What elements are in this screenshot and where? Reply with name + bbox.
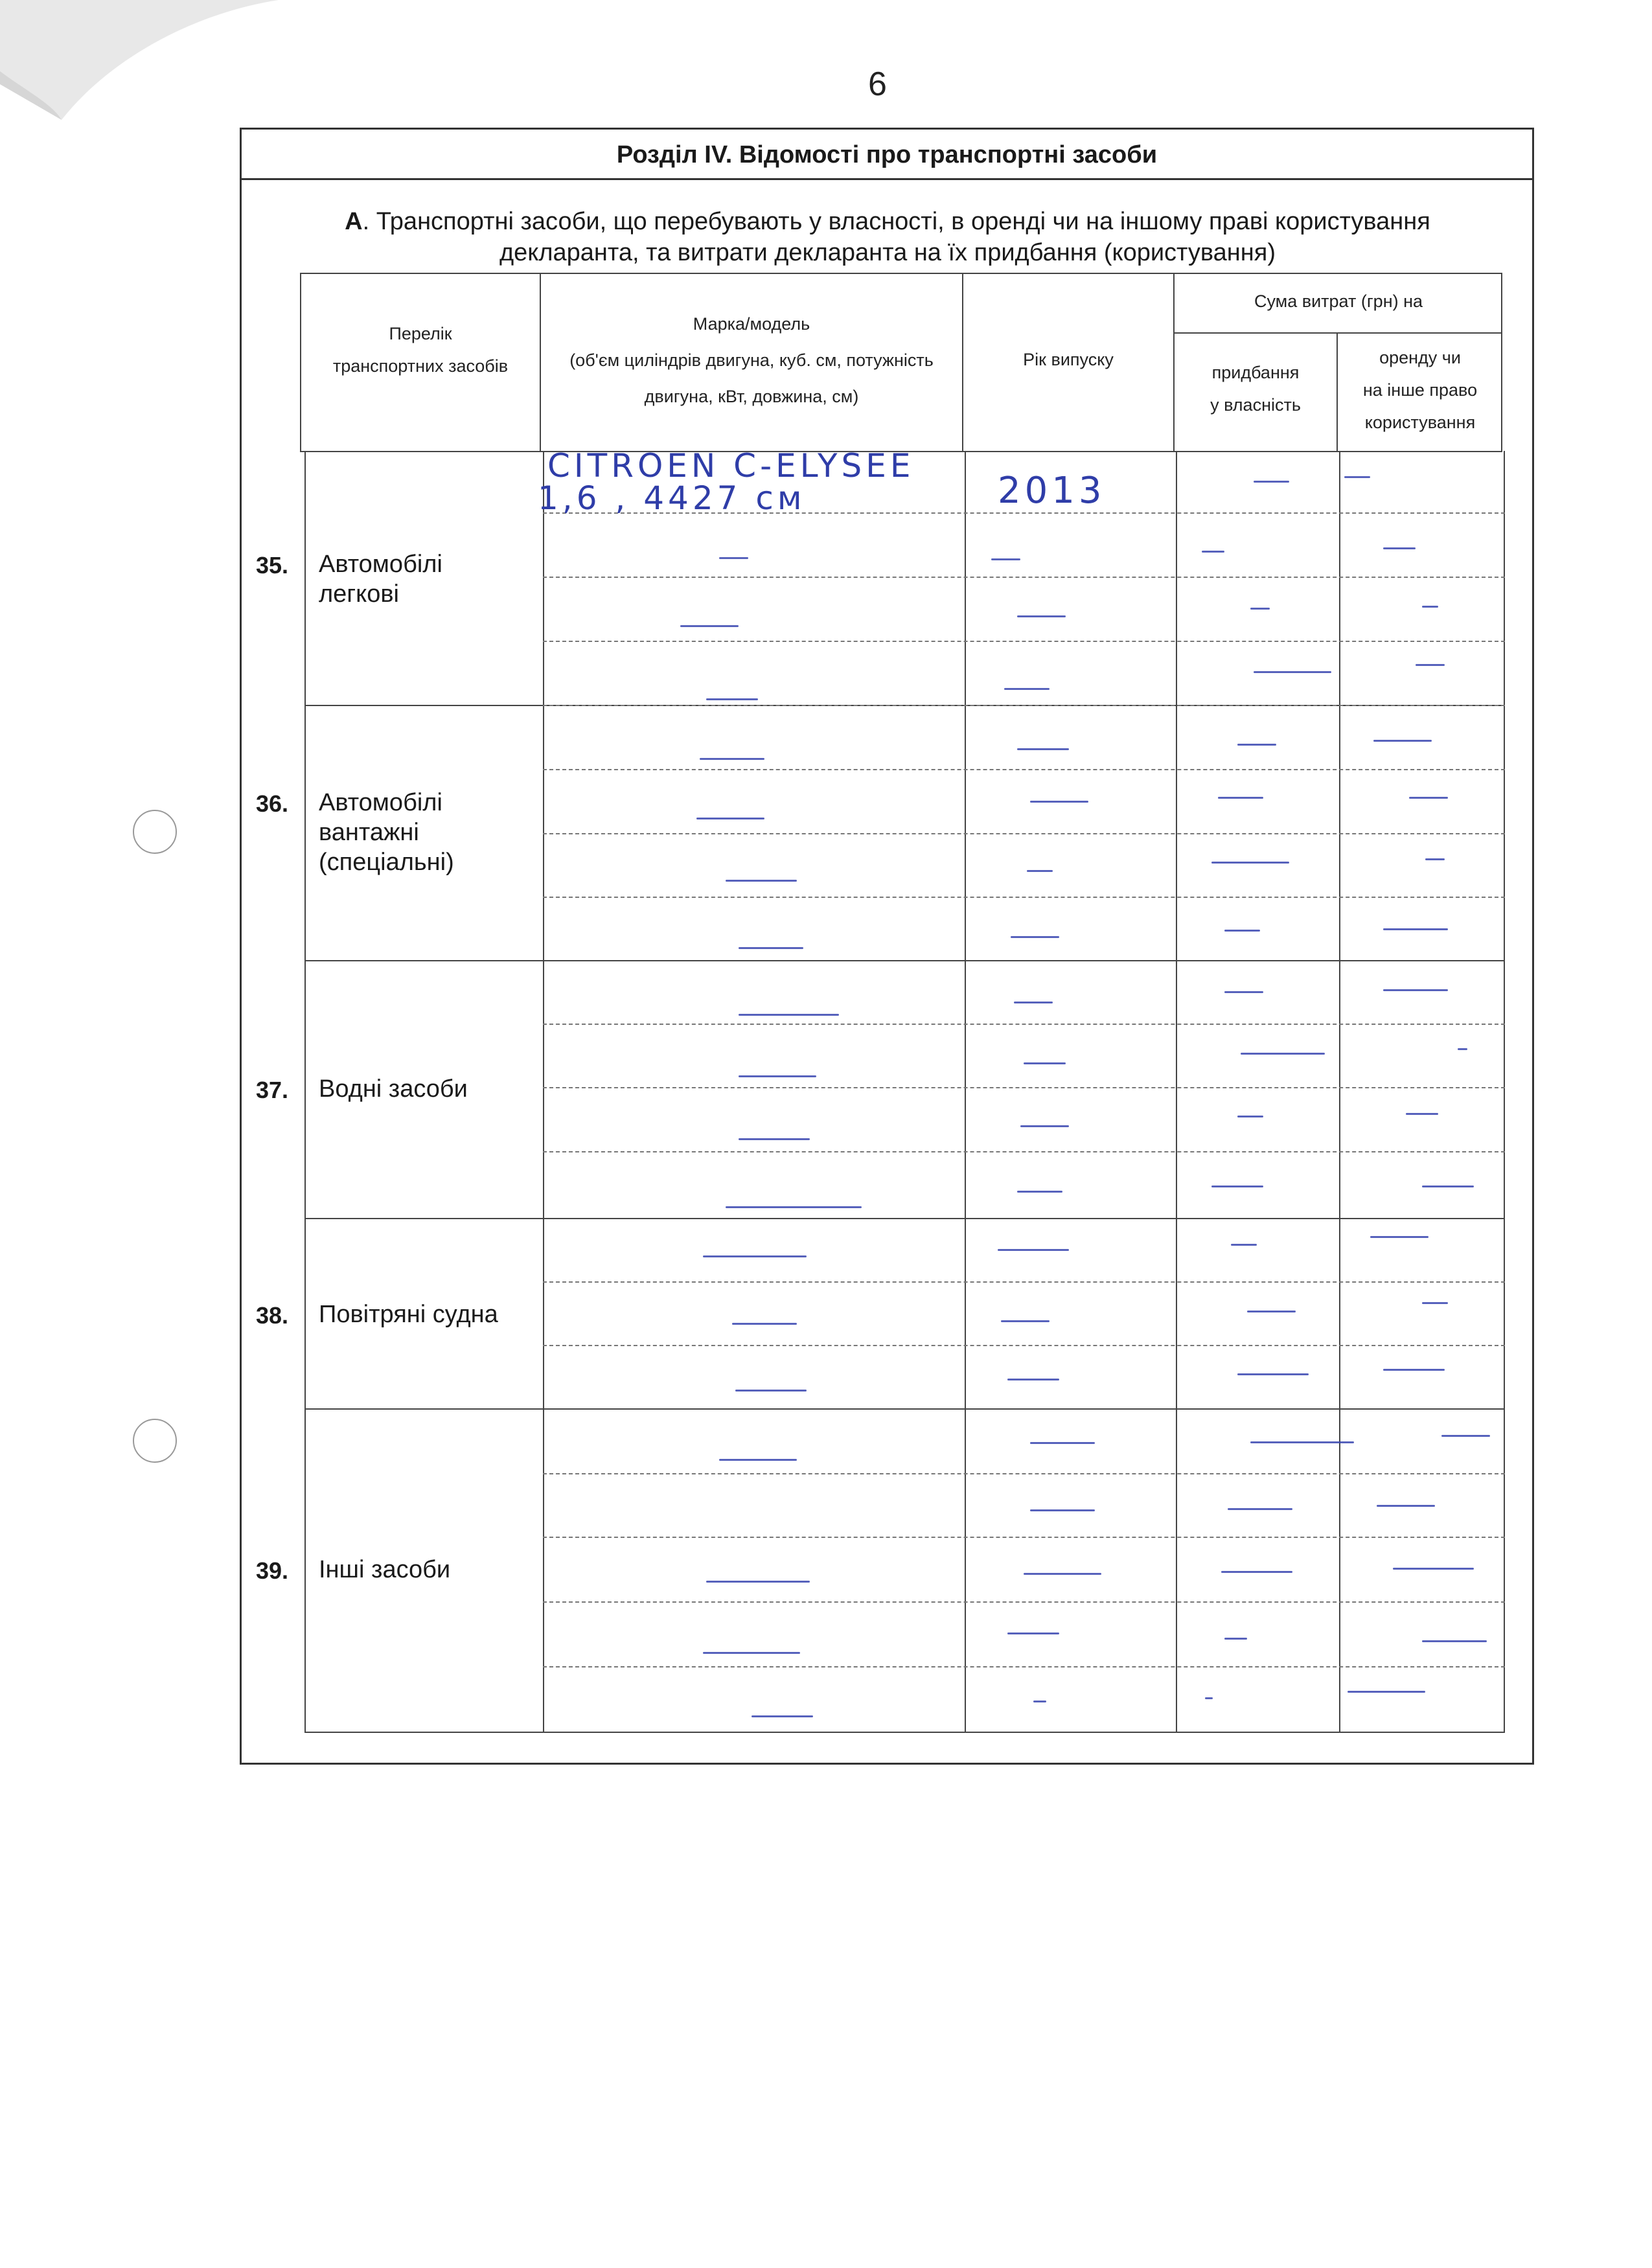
header-model-line2: (об'єм циліндрів двигуна, куб. см, потужність (569, 350, 934, 370)
header-year: Рік випуску (1023, 350, 1114, 369)
punch-hole-bottom (133, 1419, 177, 1463)
header-rent-line3: користування (1364, 413, 1476, 432)
punch-hole-top (133, 810, 177, 854)
row-number-39: 39. (256, 1557, 289, 1584)
row-label-36: Автомобілі вантажні (спеціальні) (319, 789, 454, 876)
header-model-line1: Марка/модель (693, 314, 810, 334)
handwritten-year: 2013 (998, 470, 1106, 512)
row-number-35: 35. (256, 552, 289, 578)
header-purchase-line1: придбання (1211, 363, 1300, 382)
subtitle-text: . Транспортні засоби, що перебувають у власності, в оренді чи на іншому праві користування декларанта, та витрати декларанта на їх придбання (користування) (362, 208, 1430, 266)
handwritten-model-line2: 1,6 , 4427 см (538, 479, 806, 517)
section-title: Розділ IV. Відомості про транспортні засоби (242, 130, 1532, 180)
header-list-line1: Перелік (389, 324, 452, 343)
header-purchase (1175, 356, 1337, 421)
row-label-38: Повітряні судна (319, 1301, 498, 1328)
page-number: 6 (868, 65, 887, 103)
header-model (541, 306, 962, 415)
header-list (301, 317, 540, 382)
row-number-36: 36. (256, 790, 289, 817)
row-label-39: Інші засоби (319, 1556, 451, 1583)
section-subtitle (285, 206, 1490, 268)
row-number-37: 37. (256, 1077, 289, 1103)
row-label-37: Водні засоби (319, 1075, 468, 1103)
header-rent (1338, 341, 1502, 439)
header-rent-line2: на інше право (1362, 380, 1478, 400)
header-expenses: Сума витрат (грн) на (1254, 292, 1423, 311)
subtitle-prefix: А (345, 208, 363, 235)
header-rent-line1: оренду чи (1379, 348, 1461, 367)
header-purchase-line2: у власність (1210, 395, 1301, 415)
row-label-35: Автомобілі легкові (319, 551, 442, 608)
row-number-38: 38. (256, 1302, 289, 1329)
handwritten-model-line1: CITROEN C-ELYSEE (547, 447, 915, 485)
header-model-line3: двигуна, кВт, довжина, см) (644, 387, 859, 406)
page-curl-shadow (0, 0, 279, 123)
header-list-line2: транспортних засобів (332, 356, 509, 376)
